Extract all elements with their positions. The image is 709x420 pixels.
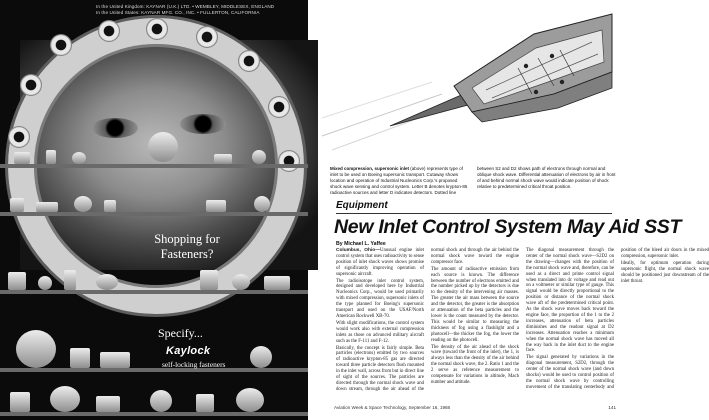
article-page	[318, 0, 709, 420]
ad-shopping-question: Shopping for Fasteners?	[154, 232, 220, 261]
article-paragraph: The radioisotope inlet control system, designed and developed here by Industrial Nucleonics Corp., would be used primarily with mixed compression, supersonic inlets of the type planned for Boeing's supersonic transport and used on the USAF/North American Rockwell XB-70.	[336, 278, 424, 319]
page-footer	[334, 405, 616, 410]
corp-address-us: In the United States: KAYNAR MFG. CO., INC. • FULLERTON, CALIFORNIA	[96, 10, 260, 16]
ad-specify-text: Specify...	[158, 326, 203, 340]
caption-lead: Mixed compression, supersonic inlet	[330, 166, 410, 171]
fastener-part	[196, 394, 214, 412]
fastener-part	[214, 154, 232, 164]
ring-nut	[196, 26, 218, 48]
ring-nut	[146, 18, 168, 40]
fastener-part	[38, 276, 52, 290]
fastener-part	[100, 352, 130, 368]
detector-marker	[560, 80, 564, 84]
fastener-part	[10, 198, 24, 212]
fastener-part	[254, 196, 270, 212]
fastener-part	[200, 270, 218, 290]
fastener-part	[70, 348, 90, 368]
section-divider	[336, 213, 612, 214]
article-paragraph: Basically, the concept is fairly simple. Beta particles (electrons) emitted by two sources of radioactive krypton-85 gas are directed toward three particle detectors flush mounted in the inlet wall, across from but in direct line of sight of the sources. The particles are directed through the normal shock wave and down stream, through the air ahead of the normal shock and through the air behind the normal shock wave toward the engine compressor face.	[336, 248, 519, 392]
article-headline: New Inlet Control System May Aid SST	[334, 216, 682, 238]
fastener-part	[150, 390, 172, 412]
source-marker	[550, 54, 554, 58]
fastener-part	[16, 330, 56, 368]
shelf	[0, 164, 308, 168]
caption-body: (above) represents type of inlet to be used on Boeing supersonic transport. Cutaway shows location and operation of Industrial Nucleonics Corp.'s proposed shock wave sensing and control system. Letter B denotes krypton-85 radioactive sources and letter D indicates detectors. Dotted line between S2 and D2 shows path of electrons through normal and oblique shock wave. Differential attenuation of electrons by air in front of and behind normal shock wave would indicate position of shock relative to predetermined critical throat position.	[330, 166, 616, 195]
ring-nut	[98, 20, 120, 42]
section-label: Equipment	[336, 200, 388, 211]
page-number: 141	[608, 405, 616, 410]
article-paragraph: With slight modifications, the control system would work also with external compression inlets as those on advanced military aircraft such as the F-111 and F-12.	[336, 320, 424, 344]
fastener-part	[10, 392, 30, 412]
article-body	[336, 248, 709, 394]
fastener-part	[250, 346, 272, 368]
detector-marker	[534, 90, 538, 94]
fastener-part	[232, 274, 250, 290]
fastener-part	[252, 150, 266, 164]
shelf	[0, 368, 308, 372]
source-marker	[524, 64, 528, 68]
ring-nut	[8, 126, 30, 148]
kaylock-logo: Kaylock	[166, 345, 211, 357]
shelf	[0, 212, 308, 216]
inlet-cutaway-illustration	[322, 8, 612, 160]
fastener-part	[264, 276, 290, 290]
ring-nut	[238, 50, 260, 72]
fastener-part	[236, 388, 264, 412]
article-paragraph: The density of the air ahead of the shock wave (toward the front of the inlet), the 1, is always less than the density of the air behind the normal shock wave, the 2. Ratio 1 and the 2 serve as reference measurement to compensate for variations in altitude, Mach number and attitude.	[431, 344, 519, 385]
ring-nut	[50, 34, 72, 56]
fastener-part	[206, 200, 226, 212]
shelf	[0, 290, 308, 294]
publication-credit: Aviation Week & Space Technology, September 16, 1968	[334, 405, 451, 410]
fastener-part	[64, 270, 76, 290]
illustration-caption	[330, 166, 616, 196]
article-paragraph: The diagonal measurement through the center of the normal shock wave—S2D2 on the drawing—changes with the position of the normal shock wave and, therefore, can be used as a direct and prime control signal when translated into dc voltage and read out on a voltmeter or similar type of gauge. This signal would be directly proportional to the position or distance of the normal shock wave aft of the predetermined critical point. As the shock wave moves back toward the engine face, the proportion of the 1 to the 2 increases, attenuation of beta particles diminishes and the readout signal at D2 increases. Attenuation reaches a minimum when the normal shock wave has moved all the way back in the inlet duct to the engine face.	[526, 248, 614, 354]
ring-nut	[20, 74, 42, 96]
kaylock-advertisement	[0, 0, 308, 420]
fastener-part	[36, 202, 58, 212]
ring-nut	[268, 96, 290, 118]
fastener-part	[148, 132, 178, 162]
article-paragraph: Columbus, Ohio—Unusual engine inlet control system that uses radioactivity to sense position of inlet shock waves shows promise of significantly improving operation of supersonic aircraft.	[336, 248, 425, 277]
fastener-part	[8, 272, 26, 290]
fastener-part	[96, 396, 120, 412]
dateline: Columbus, Ohio—	[336, 248, 380, 253]
inlet-diagram-svg	[322, 8, 612, 160]
corp-address-uk: In the United Kingdom: KAYNAR (U.K.) LTD. • WEMBLEY, MIDDLESEX, ENGLAND	[96, 4, 275, 9]
fastener-part	[104, 200, 116, 212]
ad-tagline: self-locking fasteners	[162, 360, 226, 369]
fastener-part	[72, 152, 86, 164]
corporate-addresses	[96, 4, 306, 16]
fastener-part	[74, 196, 92, 212]
motion-line	[322, 82, 432, 118]
fastener-part	[14, 152, 30, 164]
article-paragraph: The amount of radioactive emission from each source is known. The difference between the number of electrons emitted and the number picked up by the detectors is due to the density of the intervening air masses. The greater the air mass between the source and the detector, the greater is the absorption or attenuation of the beta particles and the lower is the count measured by the detector. This would be similar to measuring the thickness of fog using a flashlight and a photocell—the thicker the fog, the lower the reading on the photocell.	[431, 266, 519, 343]
shelf	[0, 412, 308, 416]
fastener-part	[46, 150, 56, 164]
fastener-part	[96, 274, 118, 290]
article-byline: By Michael L. Yaffee	[336, 241, 386, 247]
fastener-part	[50, 386, 80, 412]
article-paragraph: Ideally, for optimum operation during supersonic flight, the normal shock wave should be positioned just downstream of the inlet throat.	[621, 260, 709, 284]
ring-nut	[278, 150, 300, 172]
article-paragraph: The signal generated by variations in the diagonal measurement, S2D2, through the center of the normal shock wave (and down shocks) would be used to control position of the normal shock wave by controlling movement of the translating centerbody and position of the bleed air doors in the mixed compression, supersonic inlet.	[526, 248, 709, 390]
